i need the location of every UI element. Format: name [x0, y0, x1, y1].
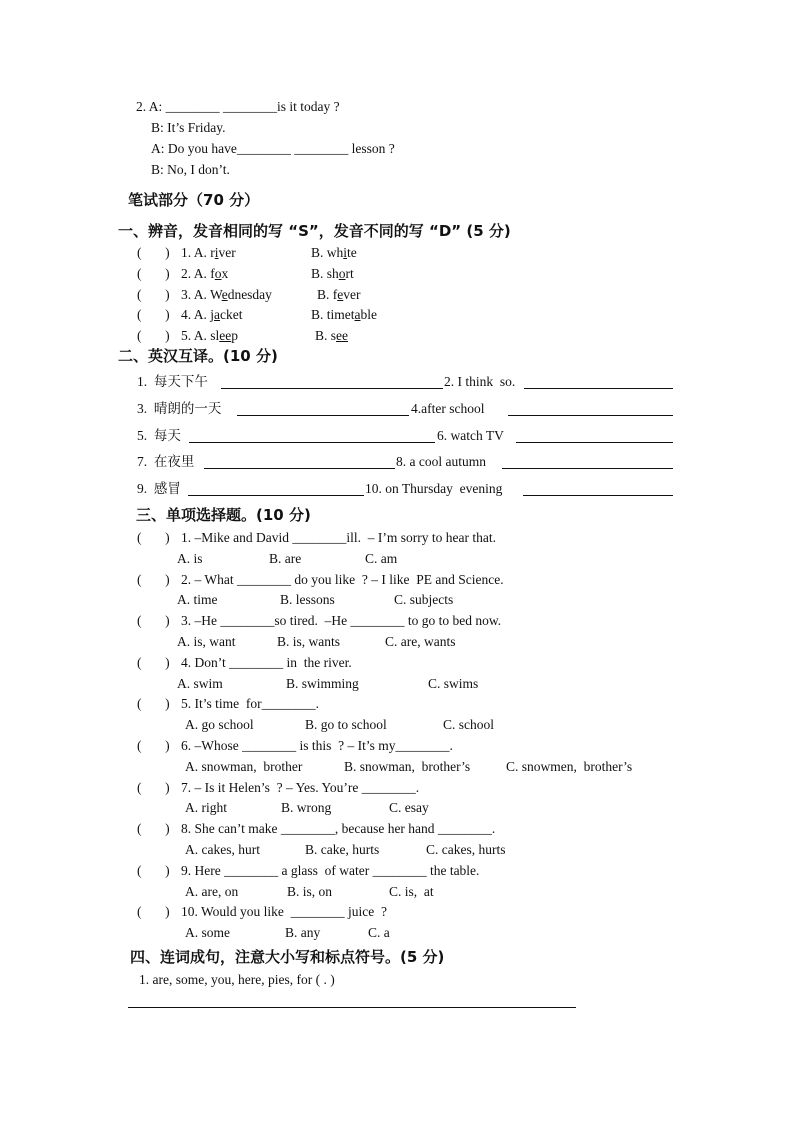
answer-blank-left[interactable] — [221, 388, 443, 389]
word-b-part: B. sh — [311, 265, 339, 281]
choice-option: A. are, on — [185, 883, 239, 899]
choice-option: B. is, on — [287, 883, 333, 899]
question-text: 1. –Mike and David ________ill. – I’m sorry to hear that. — [181, 530, 496, 545]
translation-prompt-left: 3. 晴朗的一天 — [137, 400, 222, 416]
sentence-item-1: 1. are, some, you, here, pies, for ( . ) — [139, 972, 335, 987]
answer-paren[interactable]: ( ) — [137, 530, 170, 545]
word-b-part: ble — [360, 307, 377, 323]
word-a-part: r — [210, 245, 215, 260]
choice-option: B. is, wants — [277, 634, 341, 649]
answer-blank-right[interactable] — [508, 415, 673, 416]
answer-blank-right[interactable] — [516, 442, 673, 443]
answer-paren[interactable]: ( ) — [137, 821, 170, 837]
section-3-title: 三、单项选择题。(10 分) — [136, 506, 311, 524]
question-row — [137, 695, 319, 713]
choice-option: B. lessons — [280, 592, 335, 608]
question-row — [137, 737, 453, 755]
question-text: 2. – What ________ do you like ? – I like PE and Science. — [181, 571, 504, 587]
question-text: 5. It’s time for________. — [181, 696, 319, 712]
translation-prompt-left: 1. 每天下午 — [137, 374, 208, 389]
word-a-part: cket — [220, 307, 243, 323]
translation-prompt-right: 2. I think so. — [444, 374, 516, 389]
answer-paren[interactable]: ( ) — [137, 738, 170, 753]
phonics-option-b — [311, 306, 377, 324]
answer-blank-right[interactable] — [502, 468, 673, 469]
option-a-prefix: 1. A. — [181, 245, 211, 260]
choice-option: C. are, wants — [385, 634, 456, 649]
question-text: 7. – Is it Helen’s ? – Yes. You’re ________. — [181, 779, 420, 795]
dialogue-line-4: B: No, I don’t. — [151, 162, 230, 177]
choice-option: B. wrong — [281, 800, 332, 816]
answer-paren[interactable]: ( ) — [137, 904, 170, 920]
choice-option: C. snowmen, brother’s — [506, 758, 633, 774]
word-a-part: sl — [210, 328, 220, 344]
question-text: 9. Here ________ a glass of water ________ the table. — [181, 862, 480, 878]
word-a-part: p — [231, 328, 239, 344]
choice-option: B. cake, hurts — [305, 842, 380, 857]
choice-option: C. cakes, hurts — [426, 842, 506, 857]
question-text: 10. Would you like ________ juice ? — [181, 904, 388, 920]
choice-option: A. time — [177, 592, 218, 608]
word-a-underlined: o — [214, 265, 222, 281]
phonics-option-b — [311, 244, 357, 262]
translation-prompt-left: 5. 每天 — [137, 427, 181, 443]
choice-option: A. some — [185, 925, 230, 941]
translation-prompt-right: 10. on Thursday evening — [365, 481, 503, 497]
question-text: 4. Don’t ________ in the river. — [181, 654, 352, 670]
answer-paren[interactable]: ( ) — [137, 265, 170, 281]
answer-blank-right[interactable] — [524, 388, 673, 389]
phonics-row — [137, 244, 236, 262]
word-b-part: B. f — [317, 286, 338, 302]
word-a-part: dnesday — [227, 286, 272, 302]
word-a-underlined: a — [214, 307, 221, 323]
dialogue-line-3: A: Do you have________ ________ lesson ? — [151, 141, 395, 156]
dialogue-line-1: 2. A: ________ ________is it today ? — [136, 99, 340, 114]
choice-option: B. snowman, brother’s — [344, 758, 471, 774]
phonics-option-b — [317, 286, 361, 304]
answer-paren[interactable]: ( ) — [137, 245, 170, 260]
translation-prompt-left: 9. 感冒 — [137, 481, 181, 497]
choice-option: B. any — [285, 925, 321, 941]
question-row — [137, 529, 496, 547]
question-text: 3. –He ________so tired. –He ________ to go to bed now. — [181, 613, 502, 629]
word-b-part: te — [347, 245, 357, 260]
choice-option: A. right — [185, 800, 227, 816]
question-row — [137, 862, 479, 880]
question-text: 8. She can’t make ________, because her hand ________. — [181, 821, 496, 837]
word-b-part: rt — [345, 265, 354, 281]
choice-option: C. esay — [389, 800, 429, 816]
section-2-title: 二、英汉互译。(10 分) — [118, 347, 278, 365]
word-b-underlined: ee — [336, 328, 348, 344]
answer-blank-left[interactable] — [189, 442, 435, 443]
question-row — [137, 612, 501, 630]
word-b-underlined: e — [337, 286, 344, 302]
answer-blank-left[interactable] — [204, 468, 395, 469]
written-part-title: 笔试部分（70 分） — [128, 191, 260, 209]
choice-option: B. are — [269, 550, 302, 566]
word-a-part: x — [221, 265, 229, 281]
phonics-row — [137, 306, 243, 324]
answer-line[interactable] — [128, 1007, 576, 1008]
answer-paren[interactable]: ( ) — [137, 328, 170, 344]
option-a-prefix: 3. A. — [181, 286, 211, 302]
answer-blank-left[interactable] — [237, 415, 409, 416]
option-a-prefix: 2. A. — [181, 265, 211, 281]
option-a-prefix: 5. A. — [181, 328, 211, 344]
question-row — [137, 820, 495, 838]
answer-blank-left[interactable] — [188, 495, 364, 496]
question-text: 6. –Whose ________ is this ? – It’s my________. — [181, 738, 453, 753]
choice-option: A. swim — [177, 675, 223, 691]
choice-option: A. is, want — [177, 634, 236, 649]
choice-option: C. am — [365, 550, 398, 566]
answer-paren[interactable]: ( ) — [137, 307, 170, 323]
choice-option: A. cakes, hurt — [185, 842, 260, 857]
choice-option: A. snowman, brother — [185, 758, 303, 774]
question-row — [137, 903, 387, 921]
section-4-title: 四、连词成句，注意大小写和标点符号。(5 分) — [130, 948, 445, 966]
word-b-underlined: o — [338, 265, 346, 281]
phonics-option-b — [315, 327, 348, 345]
choice-option: A. is — [177, 550, 203, 566]
word-a-part: ver — [218, 245, 236, 260]
option-a-prefix: 4. A. — [181, 307, 211, 323]
choice-option: C. school — [443, 717, 495, 733]
phonics-option-b — [311, 265, 354, 283]
phonics-row — [137, 327, 238, 345]
word-a-underlined: e — [221, 286, 228, 302]
answer-paren[interactable]: ( ) — [137, 862, 170, 878]
answer-paren[interactable]: ( ) — [137, 696, 170, 712]
word-a-part: W — [210, 286, 222, 302]
translation-prompt-right: 8. a cool autumn — [396, 454, 486, 470]
answer-blank-right[interactable] — [523, 495, 673, 496]
word-a-part: j — [210, 307, 215, 323]
question-row — [137, 654, 352, 672]
phonics-row — [137, 265, 228, 283]
choice-option: A. go school — [185, 717, 254, 733]
translation-prompt-left: 7. 在夜里 — [137, 454, 195, 470]
word-b-underlined: a — [354, 307, 361, 323]
translation-prompt-right: 6. watch TV — [437, 427, 504, 443]
word-b-part: B. timet — [311, 307, 355, 323]
question-row — [137, 779, 419, 797]
translation-prompt-right: 4.after school — [411, 400, 485, 416]
section-1-title: 一、辨音，发音相同的写 “S”，发音不同的写 “D” (5 分) — [118, 222, 511, 240]
choice-option: B. go to school — [305, 717, 387, 733]
question-row — [137, 571, 504, 589]
word-a-underlined: ee — [219, 328, 232, 344]
word-a-part: f — [210, 265, 215, 281]
answer-paren[interactable]: ( ) — [137, 286, 170, 302]
dialogue-line-2: B: It’s Friday. — [151, 120, 226, 135]
answer-paren[interactable]: ( ) — [137, 654, 170, 670]
word-a-underlined: i — [214, 245, 219, 260]
word-b-part: B. wh — [311, 245, 344, 260]
word-b-part: B. s — [315, 328, 337, 344]
answer-paren[interactable]: ( ) — [137, 613, 170, 629]
choice-option: C. swims — [428, 675, 479, 691]
choice-option: C. is, at — [389, 883, 434, 899]
choice-option: B. swimming — [286, 675, 359, 691]
choice-option: C. a — [368, 925, 390, 941]
choice-option: C. subjects — [394, 592, 454, 608]
answer-paren[interactable]: ( ) — [137, 571, 170, 587]
word-b-part: ver — [343, 286, 361, 302]
word-b-underlined: i — [343, 245, 348, 260]
answer-paren[interactable]: ( ) — [137, 779, 170, 795]
phonics-row — [137, 286, 272, 304]
